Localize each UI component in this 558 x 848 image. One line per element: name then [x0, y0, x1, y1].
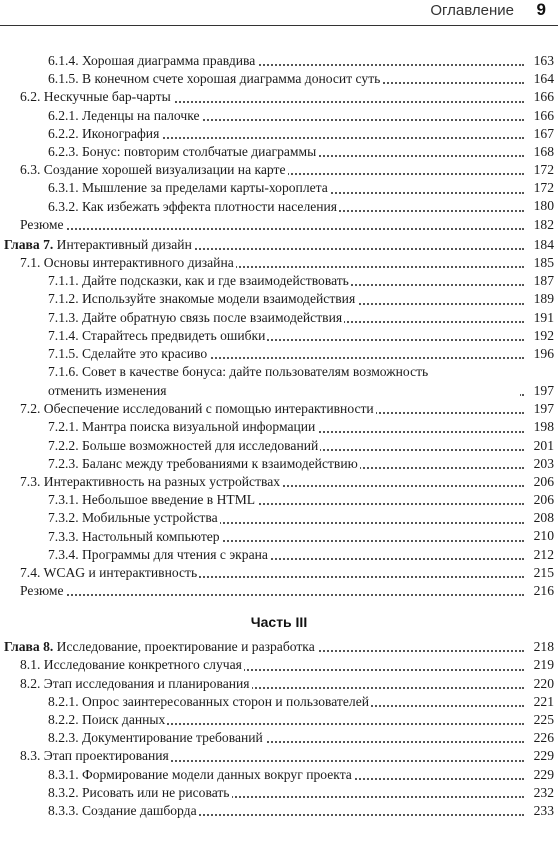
toc-entry-title [48, 52, 257, 70]
toc-entry-title [48, 693, 371, 711]
toc-entry-label: Создание дашборда [81, 802, 197, 818]
toc-entry-page: 172 [524, 161, 554, 179]
toc-entry-title [48, 290, 357, 308]
toc-entry[interactable] [0, 272, 558, 290]
toc-entry[interactable] [0, 729, 558, 747]
dot-leader [20, 594, 524, 596]
toc-entry-number: 6.3.1. [48, 180, 82, 196]
toc-entry[interactable] [0, 88, 558, 106]
toc-entry-label: Мобильные устройства [81, 510, 218, 526]
toc-entry-number: 7.1.4. [48, 327, 82, 343]
toc-entry-page: 221 [524, 693, 554, 711]
toc-entry-label: Этап проектирования [43, 748, 169, 764]
toc-entry-page: 184 [524, 236, 554, 254]
toc-entry-label: Дайте обратную связь после взаимодействия [81, 309, 343, 325]
toc-entry-label: Резюме [20, 583, 64, 599]
table-of-contents [0, 52, 558, 820]
toc-entry-title [48, 729, 265, 747]
toc-entry-title [48, 711, 167, 729]
toc-entry-label: Исследование, проектирование и разработка [56, 639, 315, 655]
toc-entry-number: 7.3.1. [48, 492, 82, 508]
toc-entry-number: 6.3. [20, 162, 44, 178]
toc-entry-page: 215 [524, 564, 554, 582]
toc-entry-label: Обеспечение исследований с помощью интерактивности [43, 401, 374, 417]
toc-chapter-entry[interactable] [0, 638, 558, 656]
toc-entry[interactable] [0, 107, 558, 125]
toc-entry-page: 206 [524, 491, 554, 509]
toc-entry-number: 7.3.2. [48, 510, 82, 526]
toc-entry[interactable] [0, 656, 558, 674]
toc-entry-label: Иконография [81, 125, 160, 141]
toc-entry-page: 232 [524, 784, 554, 802]
toc-entry-number: 7.1.5. [48, 346, 82, 361]
toc-entry-title [20, 161, 288, 179]
toc-entry-number: 7.1.2. [48, 291, 82, 307]
toc-entry-label: Баланс между требованиями к взаимодействию [81, 455, 358, 471]
toc-entry-label: В конечном счете хорошая диаграмма доносит суть [81, 71, 381, 87]
toc-entry-page: 168 [524, 143, 554, 161]
toc-entry-title [48, 766, 354, 784]
toc-entry-number: 8.2. [20, 675, 44, 691]
toc-entry-label: Хорошая диаграмма правдива [81, 53, 256, 68]
toc-entry[interactable] [0, 528, 558, 546]
toc-entry[interactable] [0, 363, 558, 400]
toc-entry-label: Мышление за пределами карты-хороплета [81, 180, 328, 196]
toc-entry-label: Настольный компьютер [81, 528, 220, 544]
toc-entry-page: 182 [524, 216, 554, 234]
toc-entry-page: 233 [524, 802, 554, 820]
toc-entry-number: Глава 8. [4, 639, 57, 655]
toc-entry-title [48, 546, 270, 564]
toc-entry-label: Небольшое введение в HTML [81, 492, 256, 508]
toc-entry-page: 189 [524, 290, 554, 308]
toc-entry-label: Исследование конкретного случая [43, 657, 242, 673]
toc-entry-number: 8.3. [20, 748, 44, 764]
toc-entry[interactable] [0, 418, 558, 436]
toc-entry-label: Больше возможностей для исследований [81, 437, 319, 453]
toc-entry-label: Интерактивный дизайн [56, 236, 192, 252]
toc-entry-page: 163 [524, 52, 554, 70]
toc-entry-title [48, 784, 232, 802]
page-number: 9 [536, 0, 546, 19]
toc-entry-title [48, 437, 320, 455]
toc-entry-title [48, 198, 339, 216]
toc-entry-label: Поиск данных [81, 712, 166, 727]
toc-entry-number: 7.2. [20, 401, 44, 417]
toc-entry[interactable] [0, 747, 558, 765]
toc-entry-page: 203 [524, 455, 554, 473]
toc-entry[interactable] [0, 437, 558, 455]
toc-entry-title [48, 309, 344, 327]
toc-entry-number: 7.3. [20, 473, 44, 489]
toc-entry[interactable] [0, 491, 558, 509]
toc-entry-title [20, 88, 173, 106]
toc-entry-label: Леденцы на палочке [81, 107, 200, 123]
toc-entry[interactable] [0, 784, 558, 802]
toc-entry-page: 229 [524, 766, 554, 784]
toc-entry-number: 6.2.3. [48, 143, 82, 159]
toc-entry[interactable] [0, 711, 558, 729]
toc-entry-label: Резюме [20, 216, 64, 232]
toc-entry-title [48, 179, 330, 197]
toc-entry[interactable] [0, 198, 558, 216]
toc-entry-number: 8.1. [20, 657, 44, 673]
toc-entry[interactable] [0, 143, 558, 161]
toc-entry-label: WCAG и интерактивность [43, 564, 198, 580]
toc-entry-label: Основы интерактивного дизайна [43, 255, 234, 271]
toc-entry-label: Совет в качестве бонуса: дайте пользователям возможность [81, 364, 429, 380]
toc-entry-number: 8.3.1. [48, 766, 82, 782]
toc-entry-number: 8.2.1. [48, 693, 82, 709]
toc-entry[interactable] [0, 455, 558, 473]
toc-entry-title [4, 236, 194, 254]
toc-entry[interactable] [0, 766, 558, 784]
toc-entry-number: 6.2. [20, 89, 44, 105]
toc-entry-title [20, 400, 376, 418]
toc-entry-page: 216 [524, 582, 554, 600]
toc-entry-number: 7.3.4. [48, 546, 82, 562]
toc-entry[interactable] [0, 327, 558, 345]
toc-entry-page: 201 [524, 437, 554, 455]
toc-entry-page: 197 [524, 400, 554, 418]
toc-entry-label: Бонус: повторим столбчатые диаграммы [81, 143, 317, 159]
toc-entry[interactable] [0, 179, 558, 197]
toc-entry-page: 166 [524, 88, 554, 106]
toc-entry-title [4, 638, 317, 656]
part-heading: Часть III [250, 614, 308, 631]
toc-entry[interactable] [0, 473, 558, 491]
page-header [0, 0, 558, 26]
toc-entry-title [48, 272, 351, 290]
toc-entry-label: Этап исследования и планирования [43, 675, 250, 691]
toc-entry-number: 7.2.1. [48, 419, 82, 435]
toc-entry-page: 198 [524, 418, 554, 436]
toc-chapter-entry[interactable] [0, 236, 558, 254]
toc-entry-title [48, 107, 202, 125]
toc-entry-title [20, 656, 244, 674]
toc-entry[interactable] [0, 161, 558, 179]
toc-entry-title [20, 747, 171, 765]
toc-entry-title [20, 675, 252, 693]
toc-entry-page: 219 [524, 656, 554, 674]
toc-entry-number: 6.1.5. [48, 71, 82, 87]
toc-entry-number: 7.1.1. [48, 273, 82, 289]
toc-entry-title [48, 491, 257, 509]
toc-entry-title [20, 254, 236, 272]
toc-entry-page: 197 [524, 382, 554, 400]
toc-entry-page: 226 [524, 729, 554, 747]
toc-entry-page: 164 [524, 70, 554, 88]
toc-entry-label: Старайтесь предвидеть ошибки [81, 327, 266, 343]
toc-entry-label-continued: отменить изменения [48, 382, 168, 401]
toc-entry[interactable] [0, 509, 558, 527]
toc-entry-title [20, 564, 199, 582]
toc-entry-number: 7.1.3. [48, 309, 82, 325]
toc-entry-page: 192 [524, 327, 554, 345]
toc-entry-page: 225 [524, 711, 554, 729]
toc-entry-number: 8.2.2. [48, 712, 82, 727]
toc-entry-label: Как избежать эффекта плотности населения [81, 198, 338, 214]
toc-entry-label: Интерактивность на разных устройствах [43, 473, 281, 489]
toc-entry[interactable] [0, 675, 558, 693]
toc-entry-number: 8.3.2. [48, 784, 82, 800]
toc-entry-title [48, 802, 199, 820]
toc-entry-label: Нескучные бар-чарты [43, 89, 171, 105]
header-rule [0, 25, 558, 26]
toc-entry-title [20, 582, 66, 600]
toc-entry-number: 7.2.3. [48, 455, 82, 471]
toc-entry-page: 172 [524, 179, 554, 197]
toc-entry-number: 7.1.6. [48, 364, 82, 380]
toc-entry-number: 6.3.2. [48, 198, 82, 214]
dot-leader [20, 228, 524, 230]
toc-entry-title [48, 528, 222, 546]
toc-entry-label: Мантра поиска визуальной информации [81, 419, 316, 435]
toc-entry-title [48, 327, 267, 345]
toc-entry[interactable] [0, 345, 558, 363]
toc-entry-title [48, 363, 520, 400]
toc-entry-number: 6.2.2. [48, 125, 82, 141]
toc-entry-title [48, 70, 382, 88]
toc-entry[interactable] [0, 582, 558, 600]
toc-entry[interactable] [0, 802, 558, 820]
toc-entry-page: 218 [524, 638, 554, 656]
toc-entry-number: 6.2.1. [48, 107, 82, 123]
toc-entry-page: 167 [524, 125, 554, 143]
toc-entry-page: 229 [524, 747, 554, 765]
toc-entry-title [48, 418, 317, 436]
toc-entry[interactable] [0, 693, 558, 711]
toc-entry[interactable] [0, 400, 558, 418]
toc-entry[interactable] [0, 125, 558, 143]
toc-entry-title [48, 509, 220, 527]
toc-entry[interactable] [0, 564, 558, 582]
toc-entry-page: 220 [524, 675, 554, 693]
toc-entry[interactable] [0, 546, 558, 564]
toc-entry-number: 7.2.2. [48, 437, 82, 453]
toc-entry-label: Дайте подсказки, как и где взаимодействовать [81, 273, 349, 289]
toc-entry-page: 212 [524, 546, 554, 564]
toc-entry-page: 206 [524, 473, 554, 491]
toc-entry-page: 210 [524, 527, 554, 545]
toc-entry-label: Программы для чтения с экрана [81, 546, 268, 562]
toc-entry-label: Создание хорошей визуализации на карте [43, 162, 286, 178]
toc-entry-page: 180 [524, 197, 554, 215]
toc-entry-number: 6.1.4. [48, 53, 82, 68]
toc-entry-label: Сделайте это красиво [81, 346, 208, 361]
toc-entry-page: 208 [524, 509, 554, 527]
toc-entry-number: 8.3.3. [48, 802, 82, 818]
toc-entry-title [48, 345, 209, 363]
toc-entry-number: 8.2.3. [48, 730, 82, 746]
toc-entry-title [20, 216, 66, 234]
toc-entry-label: Рисовать или не рисовать [81, 784, 230, 800]
toc-entry-label: Используйте знакомые модели взаимодействия [81, 291, 356, 307]
toc-entry-label: Формирование модели данных вокруг проекта [81, 766, 352, 782]
toc-entry-title [48, 143, 318, 161]
toc-entry-page: 196 [524, 345, 554, 363]
toc-entry-number: 7.1. [20, 255, 44, 271]
toc-entry-page: 187 [524, 272, 554, 290]
toc-entry-number: Глава 7. [4, 236, 57, 252]
toc-entry-page: 166 [524, 107, 554, 125]
toc-entry-title [48, 455, 360, 473]
toc-entry-title [48, 125, 161, 143]
toc-entry[interactable] [0, 254, 558, 272]
toc-entry[interactable] [0, 309, 558, 327]
toc-entry-number: 7.4. [20, 564, 44, 580]
toc-entry-title [20, 473, 282, 491]
toc-entry[interactable] [0, 70, 558, 88]
toc-entry-page: 185 [524, 254, 554, 272]
toc-entry-label: Опрос заинтересованных сторон и пользователей [81, 693, 369, 709]
toc-entry-number: 7.3.3. [48, 528, 82, 544]
toc-entry[interactable] [0, 52, 558, 70]
toc-entry[interactable] [0, 216, 558, 234]
toc-entry-page: 191 [524, 309, 554, 327]
running-title: Оглавление [430, 2, 514, 19]
toc-entry[interactable] [0, 290, 558, 308]
toc-entry-label: Документирование требований [81, 730, 263, 746]
